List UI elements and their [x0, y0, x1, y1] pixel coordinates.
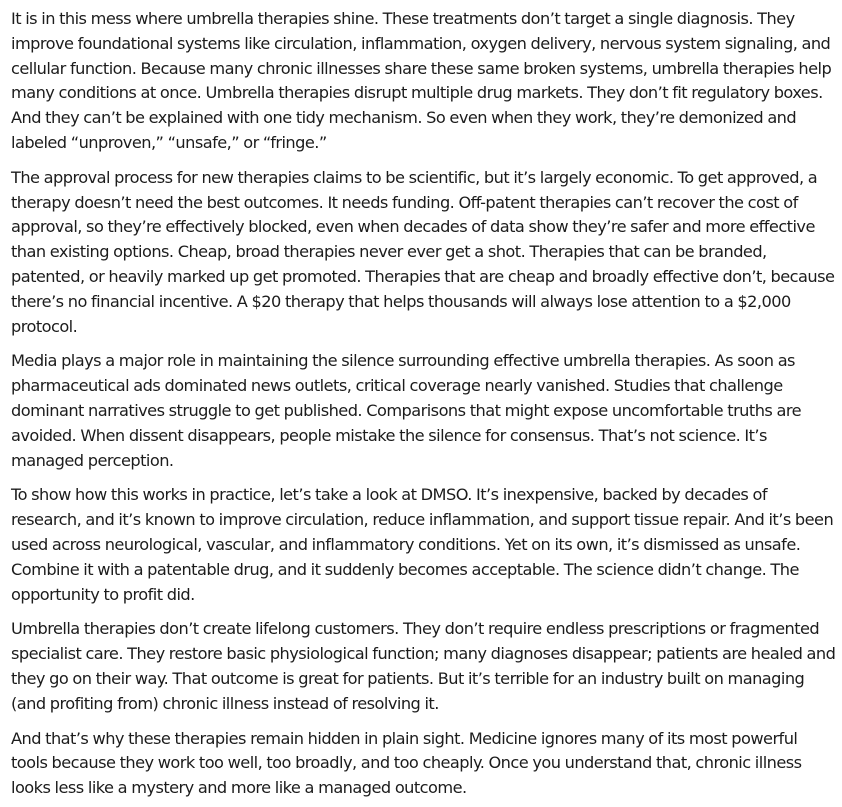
paragraph-conclusion: And that’s why these therapies remain hidden in plain sight. Medicine ignores many of its most powerful tools because they work too well, too broadly, and too cheaply. Once you understand that, chronic illness looks less like a mystery and more like a managed outcome. [11, 728, 802, 798]
article-body [11, 7, 837, 801]
paragraph-media-role: Media plays a major role in maintaining the silence surrounding effective umbrella therapies. As soon as pharmaceutical ads dominated news outlets, critical coverage nearly vanished. Studies that challenge dominant narratives struggle to get published. Comparisons that might expose uncomfortable truths are avoided. When dissent disappears, people mistake the silence for consensus. That’s not science. It’s managed perception. [11, 351, 802, 470]
paragraph-approval-process: The approval process for new therapies claims to be scientific, but it’s largely economic. To get approved, a therapy doesn’t need the best outcomes. It needs funding. Off-patent therapies can’t recover the cost of approval, so they’re effectively blocked, even when decades of data show they’re safer and more effective than existing options. Cheap, broad therapies never ever get a shot. Therapies that can be branded, patented, or heavily marked up get promoted. Therapies that are cheap and broadly effective don’t, because there’s no financial incentive. A $20 therapy that helps thousands will always lose attention to a $2,000 protocol. [11, 167, 835, 336]
paragraph-dmso-example: To show how this works in practice, let’s take a look at DMSO. It’s inexpensive, backed by decades of research, and it’s known to improve circulation, reduce inflammation, and support tissue repair. And it’s been used across neurological, vascular, and inflammatory conditions. Yet on its own, it’s dismissed as unsafe. Combine it with a patentable drug, and it suddenly becomes acceptable. The science didn’t change. The opportunity to profit did. [11, 485, 834, 604]
paragraph-lifelong-customers: Umbrella therapies don’t create lifelong customers. They don’t require endless prescriptions or fragmented specialist care. They restore basic physiological function; many diagnoses disappear; patients are healed and they go on their way. That outcome is great for patients. But it’s terrible for an industry built on managing (and profiting from) chronic illness instead of resolving it. [11, 619, 836, 713]
paragraph-umbrella-therapies: It is in this mess where umbrella therapies shine. These treatments don’t target a single diagnosis. They improve foundational systems like circulation, inflammation, oxygen delivery, nervous system signaling, and cellular function. Because many chronic illnesses share these same broken systems, umbrella therapies help many conditions at once. Umbrella therapies disrupt multiple drug markets. They don’t fit regulatory boxes. And they can’t be explained with one tidy mechanism. So even when they work, they’re demonized and labeled “unproven,” “unsafe,” or “fringe.” [11, 9, 832, 152]
